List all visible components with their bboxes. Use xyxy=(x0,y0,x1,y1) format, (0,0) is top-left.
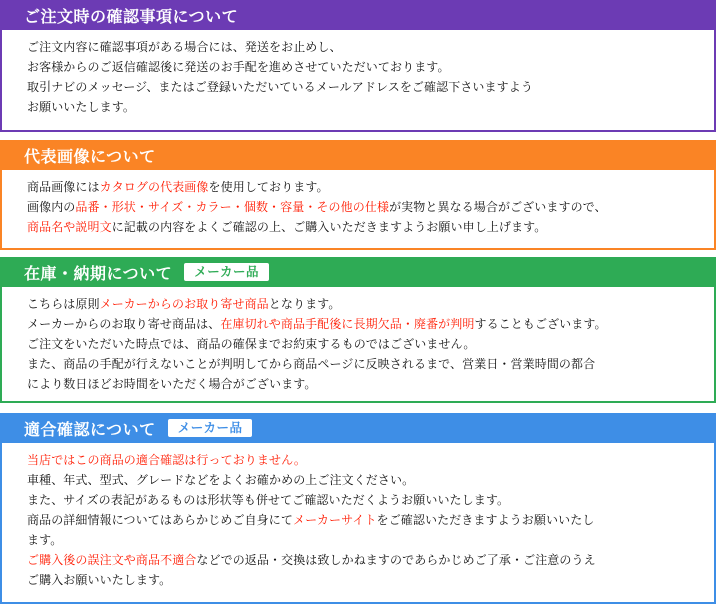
highlight-text: ご購入後の誤注文や商品不適合 xyxy=(27,553,197,567)
body-line: 取引ナビのメッセージ、またはご登録いただいているメールアドレスをご確認下さいますよう xyxy=(27,80,533,94)
text-segment: 画像内の xyxy=(27,200,76,214)
representative-image-title: 代表画像について xyxy=(24,146,156,166)
stock-delivery-header xyxy=(0,257,716,287)
text-segment: 商品の詳細情報についてはあらかじめご自身にて xyxy=(27,513,293,527)
compatibility-body xyxy=(0,443,716,604)
body-line: により数日ほどお時間をいただく場合がございます。 xyxy=(27,377,317,391)
text-segment: に記載の内容をよくご確認の上、ご購入いただきますようお願い申し上げます。 xyxy=(111,220,547,234)
body-line: ご注文をいただいた時点では、商品の確保までお約束するものではございません。 xyxy=(27,337,476,351)
body-line: また、サイズの表記があるものは形状等も併せてご確認いただくようお願いいたします。 xyxy=(27,493,510,507)
text-segment: をご確認いただきますようお願いいたし xyxy=(376,513,595,527)
order-confirmation-header xyxy=(0,0,716,30)
order-confirmation-notice xyxy=(0,0,716,132)
order-confirmation-body xyxy=(0,30,716,132)
text-segment: 商品画像には xyxy=(27,180,100,194)
text-segment: を使用しております。 xyxy=(208,180,329,194)
representative-image-notice xyxy=(0,140,716,250)
body-line: 当店ではこの商品の適合確認は行っておりません。 xyxy=(27,453,307,467)
body-line: お願いいたします。 xyxy=(27,100,135,114)
text-segment: となります。 xyxy=(268,297,341,311)
maker-item-badge: メーカー品 xyxy=(184,263,269,281)
body-line: ご購入お願いいたします。 xyxy=(27,573,172,587)
compatibility-header xyxy=(0,413,716,443)
highlight-text: 商品名や説明文 xyxy=(27,220,112,234)
stock-delivery-title: 在庫・納期について xyxy=(24,263,173,283)
body-line: ます。 xyxy=(27,533,63,547)
compatibility-title: 適合確認について xyxy=(24,419,156,439)
highlight-text: 品番・形状・サイズ・カラー・個数・容量・その他の仕様 xyxy=(75,200,390,214)
highlight-text: メーカーからのお取り寄せ商品 xyxy=(99,297,269,311)
representative-image-body xyxy=(0,170,716,250)
text-segment: が実物と異なる場合がございますので、 xyxy=(389,200,607,214)
body-line: また、商品の手配が行えないことが判明してから商品ページに反映されるまで、営業日・営業時間の都合 xyxy=(27,357,596,371)
body-line: ご注文内容に確認事項がある場合には、発送をお止めし、 xyxy=(27,40,342,54)
body-line xyxy=(27,177,714,197)
compatibility-notice xyxy=(0,413,716,604)
body-line xyxy=(27,294,714,314)
representative-image-header xyxy=(0,140,716,170)
highlight-text: メーカーサイト xyxy=(292,513,377,527)
highlight-text: 在庫切れや商品手配後に長期欠品・廃番が判明 xyxy=(220,317,475,331)
body-line: お客様からのご返信確認後に発送のお手配を進めさせていただいております。 xyxy=(27,60,450,74)
body-line xyxy=(27,314,714,334)
body-line: 車種、年式、型式、グレードなどをよくお確かめの上ご注文ください。 xyxy=(27,473,415,487)
order-confirmation-title: ご注文時の確認事項について xyxy=(24,6,239,26)
body-line xyxy=(27,510,714,530)
text-segment: こちらは原則 xyxy=(27,297,100,311)
body-line xyxy=(27,217,714,237)
text-segment: などでの返品・交換は致しかねますのであらかじめご了承・ご注意のうえ xyxy=(196,553,596,567)
body-line xyxy=(27,550,714,570)
stock-delivery-notice xyxy=(0,257,716,403)
text-segment: メーカーからのお取り寄せ商品は、 xyxy=(27,317,221,331)
text-segment: することもございます。 xyxy=(474,317,607,331)
stock-delivery-body xyxy=(0,287,716,403)
maker-item-badge: メーカー品 xyxy=(168,419,253,437)
body-line xyxy=(27,197,714,217)
highlight-text: カタログの代表画像 xyxy=(99,180,209,194)
